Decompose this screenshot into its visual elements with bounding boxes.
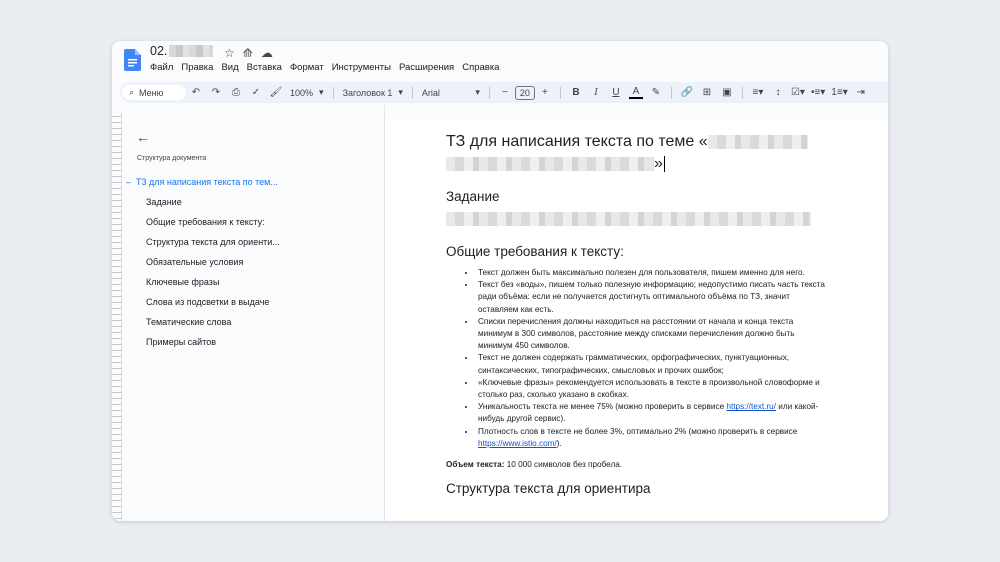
title-icons [224, 46, 273, 60]
toolbar-divider [742, 87, 743, 99]
outline-item[interactable] [126, 235, 280, 255]
title-heading-text: ТЗ для написания текста по теме « [446, 133, 708, 150]
font-value: Arial [421, 87, 440, 98]
font-size-input[interactable]: 20 [515, 86, 535, 100]
toolbar-divider [489, 87, 490, 99]
toolbar [120, 82, 888, 103]
outline-item-label: Слова из подсветки в выдаче [146, 297, 270, 307]
chevron-down-icon: ▾ [475, 87, 480, 97]
outline-item-label: Структура текста для ориенти... [146, 237, 280, 247]
list-item: • «Ключевые фразы» рекомендуется использовать в тексте в произвольной словоформе и столько раз, сколько указано в скобках. [476, 377, 826, 401]
uniqueness-text: Уникальность текста не менее 75% (можно проверить в сервисе [478, 402, 727, 412]
menu-bar [150, 62, 499, 73]
star-icon[interactable]: ☆ [224, 46, 235, 60]
print-icon[interactable]: ⎙ [232, 87, 240, 98]
cloud-icon[interactable]: ☁ [260, 46, 273, 60]
spellcheck-icon[interactable]: ✓ [251, 87, 261, 98]
menu-help[interactable]: Справка [462, 62, 500, 73]
increase-font-size-icon[interactable]: + [542, 87, 548, 98]
menu-insert[interactable]: Вставка [246, 62, 282, 73]
document-area [384, 105, 888, 521]
link-icon[interactable]: 🔗 [680, 87, 694, 98]
requirements-list [446, 267, 826, 450]
structure-heading: Структура текста для ориентира [446, 481, 651, 497]
uniqueness-tail: или какой-нибудь другой сервис). [478, 402, 819, 424]
title-bar [112, 41, 888, 81]
align-icon[interactable]: ≡▾ [752, 87, 764, 98]
list-item: • Текст не должен содержать грамматических, орфографических, пунктуационных, синтаксических, типографических, смысловых и прочих ошибок; [476, 352, 826, 376]
outline-item[interactable] [126, 295, 280, 315]
volume-value: 10 000 символов без пробела. [504, 460, 623, 470]
chevron-down-icon: ▾ [398, 87, 403, 97]
title-redacted [169, 45, 213, 57]
search-menus-button[interactable] [122, 85, 186, 100]
highlight-icon[interactable]: ✎ [651, 87, 661, 98]
text-ru-link[interactable]: https://text.ru/ [726, 402, 777, 412]
outline-item[interactable] [126, 315, 280, 335]
document-page[interactable] [385, 119, 888, 521]
outline-item-label: Т3 для написания текста по тем... [136, 177, 278, 187]
redo-icon[interactable]: ↷ [211, 87, 221, 98]
paint-format-icon[interactable]: 🖌 [269, 87, 283, 98]
outline-list [126, 175, 280, 355]
numbered-list-icon[interactable]: 1≡▾ [831, 87, 848, 98]
line-spacing-icon[interactable]: ↕ [775, 87, 781, 98]
outline-item-label: Ключевые фразы [146, 277, 220, 287]
text-volume [446, 460, 826, 469]
move-icon[interactable]: ⟰ [242, 46, 253, 60]
outline-item-label: Обязательные условия [146, 257, 244, 267]
menu-format[interactable]: Формат [289, 62, 324, 73]
docs-window [112, 41, 888, 521]
density-tail: ). [556, 438, 562, 448]
outline-item[interactable] [126, 275, 280, 295]
font-select[interactable] [422, 87, 480, 98]
vertical-ruler [112, 111, 122, 521]
checklist-icon[interactable]: ☑▾ [790, 87, 805, 98]
outline-item[interactable] [126, 215, 280, 235]
document-title[interactable] [150, 44, 213, 58]
text-cursor [664, 156, 665, 172]
search-icon: ⌕ [129, 87, 135, 97]
document-title-text: 02. [150, 44, 168, 58]
density-text: Плотность слов в тексте не более 3%, оптимально 2% (можно проверить в сервисе [478, 426, 798, 436]
list-item [476, 426, 826, 450]
title-redacted [708, 135, 808, 149]
document-title-heading[interactable] [446, 131, 826, 175]
title-heading-end: » [654, 155, 663, 172]
undo-icon[interactable]: ↶ [191, 87, 201, 98]
task-redacted [446, 210, 826, 228]
task-heading: Задание [446, 189, 500, 204]
search-menus-label: Меню [139, 87, 164, 98]
outline-item-label: Задание [146, 197, 182, 207]
list-item: • Списки перечисления должны находиться на расстоянии от начала и конца текста минимум в 300 символов, расстояние между списками перечисления должно быть минимум 450 символов. [476, 316, 826, 353]
outline-item-label: Примеры сайтов [146, 337, 217, 347]
active-marker-icon: – [126, 177, 132, 187]
chevron-down-icon: ▾ [319, 87, 324, 97]
document-body [446, 131, 826, 496]
style-value: Заголовок 1 [342, 87, 393, 98]
outline-item[interactable] [126, 255, 280, 275]
toolbar-divider [333, 87, 334, 99]
menu-edit[interactable]: Правка [181, 62, 214, 73]
italic-icon[interactable]: I [594, 87, 598, 98]
style-select[interactable] [343, 87, 403, 98]
title-redacted [446, 157, 654, 171]
outline-title: Структура документа [137, 155, 207, 162]
indent-icon[interactable]: ⇥ [856, 87, 865, 98]
outline-item[interactable] [126, 195, 280, 215]
zoom-select[interactable] [290, 87, 324, 98]
menu-tools[interactable]: Инструменты [331, 62, 391, 73]
comment-icon[interactable]: ⊞ [702, 87, 712, 98]
list-item: • Текст должен быть максимально полезен для пользователя, пишем именно для него. [476, 267, 826, 279]
outline-item-label: Общие требования к тексту: [146, 217, 265, 227]
outline-item-label: Тематические слова [146, 317, 232, 327]
zoom-value: 100% [290, 87, 314, 98]
istio-link[interactable]: https://www.istio.com/ [478, 438, 557, 448]
toolbar-divider [671, 87, 672, 99]
outline-item[interactable] [126, 335, 280, 355]
bold-icon[interactable]: B [572, 87, 580, 98]
outline-item[interactable] [126, 175, 280, 195]
task-redacted-line [446, 212, 811, 226]
menu-extensions[interactable]: Расширения [398, 62, 455, 73]
toolbar-divider [560, 87, 561, 99]
toolbar-divider [412, 87, 413, 99]
decrease-font-size-icon[interactable]: − [502, 87, 508, 98]
back-arrow-icon[interactable]: ← [136, 129, 150, 145]
list-item: • Текст без «воды», пишем только полезную информацию; недопустимо писать часть текста ради объёма: если не получается достигнуть оптимального объёма по ТЗ, значит оставляем как есть. [476, 279, 826, 316]
menu-view[interactable]: Вид [221, 62, 239, 73]
requirements-heading: Общие требования к тексту: [446, 244, 624, 259]
volume-label: Объем текста: [446, 460, 505, 470]
docs-logo-icon[interactable] [124, 49, 141, 71]
bulleted-list-icon[interactable]: •≡▾ [810, 87, 826, 98]
image-icon[interactable]: ▣ [722, 87, 732, 98]
list-item [476, 401, 826, 425]
menu-file[interactable]: Файл [150, 62, 174, 73]
underline-icon[interactable]: U [612, 87, 620, 98]
text-color-icon[interactable]: A [629, 86, 643, 99]
